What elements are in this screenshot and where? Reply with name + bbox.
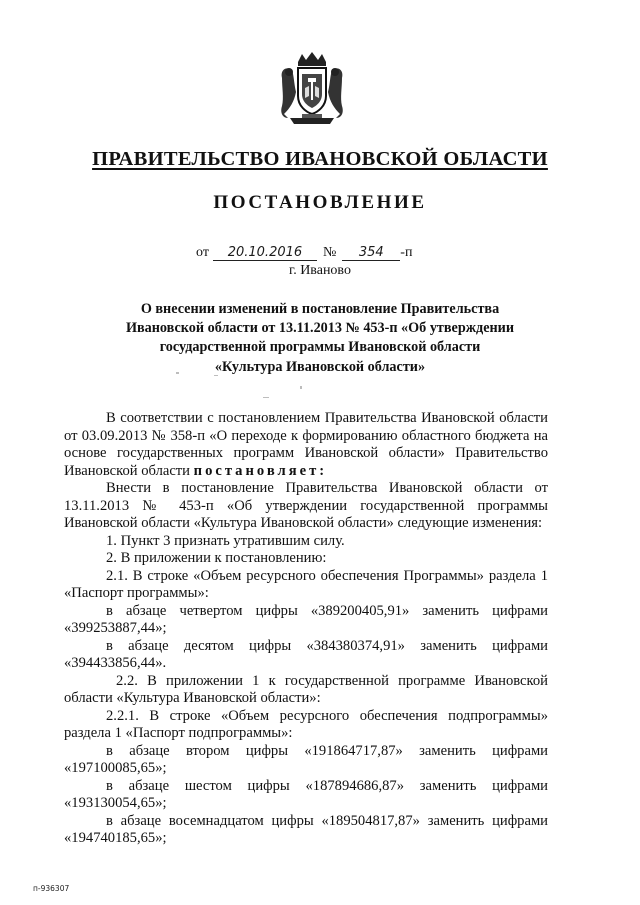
coat-of-arms-icon (272, 48, 352, 128)
handwritten-number: 354 (342, 246, 400, 261)
scan-artifact (176, 372, 179, 374)
subject-line: государственной программы Ивановской области (159, 339, 481, 356)
subject-line: О внесении изменений в постановление Правительства (140, 301, 500, 317)
date-number-line (196, 245, 412, 261)
body-paragraph: 2. В приложении к постановлению: (106, 550, 327, 566)
body-paragraph: 2.1. В строке «Объем ресурсного обеспечения Программы» раздела 1 «Паспорт программы»: (64, 567, 548, 601)
number-suffix: -п (400, 245, 413, 260)
body-paragraph: в абзаце десятом цифры «384380374,91» заменить цифрами «394433856,44». (64, 637, 548, 671)
body-paragraph: в абзаце четвертом цифры «389200405,91» заменить цифрами «399253887,44»; (64, 602, 548, 636)
subject-line: «Культура Ивановской области» (214, 358, 426, 375)
document-type-title: ПОСТАНОВЛЕНИЕ (213, 192, 427, 213)
body-paragraph: в абзаце втором цифры «191864717,87» заменить цифрами «197100085,65»; (64, 742, 548, 776)
body-paragraph: Внести в постановление Правительства Ивановской области от 13.11.2013 № 453-п «Об утверждении государственной программы Ивановской области «Культура Ивановской области» следующие изменения: (64, 480, 548, 531)
decree-word: постановляет: (193, 462, 328, 479)
organization-title: ПРАВИТЕЛЬСТВО ИВАНОВСКОЙ ОБЛАСТИ (92, 148, 548, 170)
date-prefix: от (196, 245, 209, 260)
subject-line: Ивановской области от 13.11.2013 № 453-п «Об утверждении (125, 320, 515, 337)
preamble-text: В соответствии с постановлением Правительства Ивановской области от 03.09.2013 № 358-п «О переходе к формированию областного бюджета на основе государственных программ Ивановской области» Правительство Ивановской области (64, 410, 548, 479)
scan-artifact (300, 386, 302, 389)
city-name: г. Иваново (289, 263, 351, 278)
body-paragraph: в абзаце шестом цифры «187894686,87» заменить цифрами «193130054,65»; (64, 777, 548, 811)
body-paragraph: 1. Пункт 3 признать утратившим силу. (106, 532, 345, 549)
body-paragraph: в абзаце восемнадцатом цифры «189504817,87» заменить цифрами «194740185,65»; (64, 812, 548, 846)
preamble-paragraph (64, 410, 548, 480)
document-body (64, 410, 548, 848)
scan-artifact (263, 397, 269, 398)
handwritten-date: 20.10.2016 (213, 246, 317, 261)
coat-of-arms-emblem (272, 48, 352, 128)
document-subject (90, 300, 550, 377)
number-sign: № (322, 245, 337, 260)
body-paragraph: 2.2.1. В строке «Объем ресурсного обеспечения подпрограммы» раздела 1 «Паспорт подпрограммы»: (64, 707, 548, 741)
document-code: п-936307 (33, 884, 70, 893)
body-paragraph: 2.2. В приложении 1 к государственной программе Ивановской области «Культура Ивановской области»: (64, 672, 548, 706)
scan-artifact (214, 375, 218, 376)
